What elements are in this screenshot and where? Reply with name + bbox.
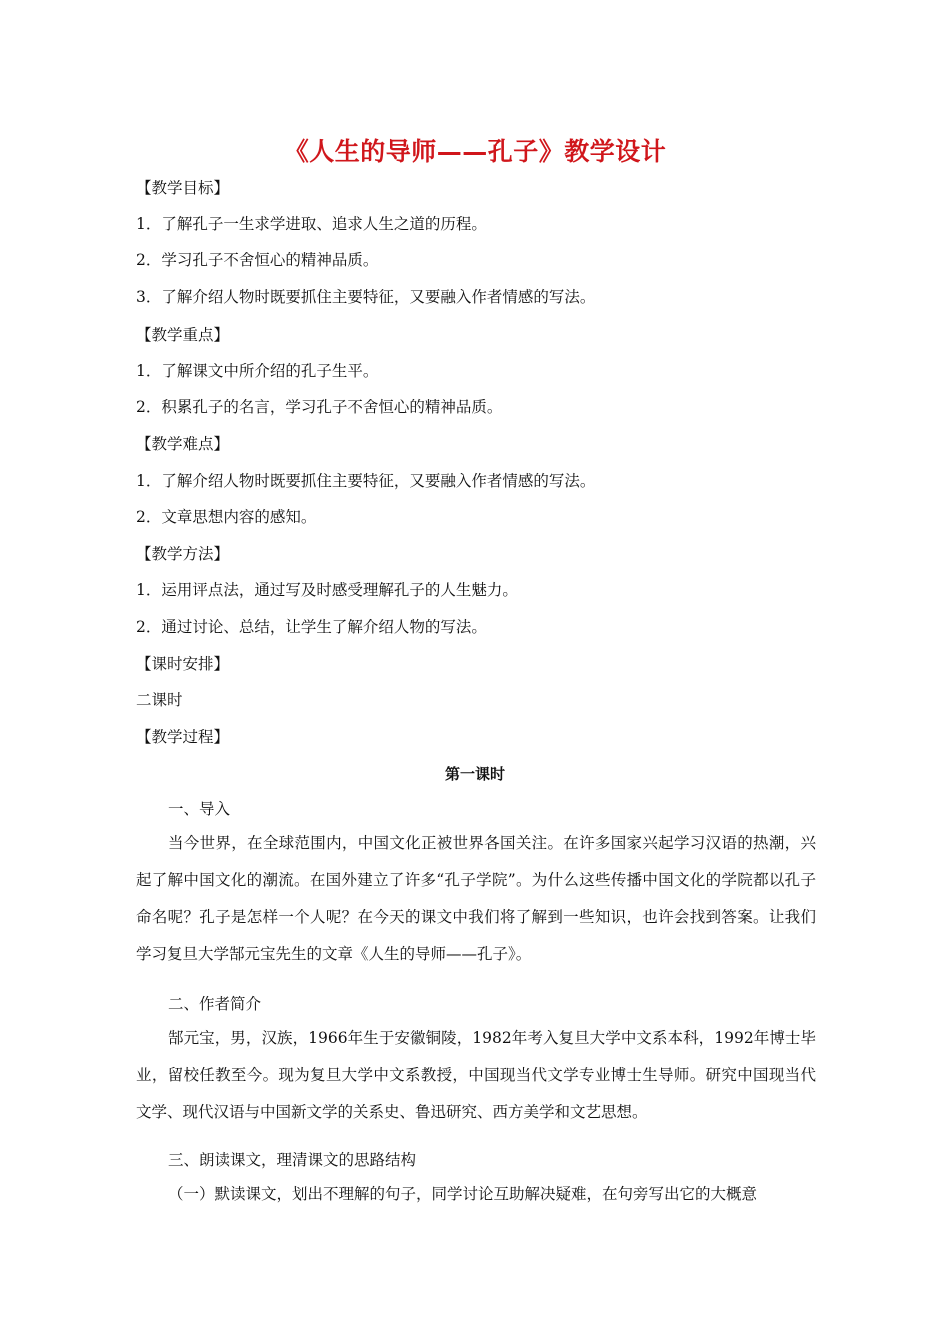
objective-item-1: 1．了解孔子一生求学进取、追求人生之道的历程。 — [136, 215, 487, 233]
document-title: 《人生的导师——孔子》教学设计 — [283, 137, 667, 166]
section-reading-text: （一）默读课文，划出不理解的句子，同学讨论互助解决疑难，在句旁写出它的大概意 — [168, 1185, 758, 1203]
section-intro-text: 当今世界，在全球范围内，中国文化正被世界各国关注。在许多国家兴起学习汉语的热潮，兴起了解中国文化的潮流。在国外建立了许多“孔子学院”。为什么这些传播中国文化的学院都以孔子命名呢？孔子是怎样一个人呢？在今天的课文中我们将了解到一些知识，也许会找到答案。让我们学习复旦大学郜元宝先生的文章《人生的导师——孔子》。 — [136, 834, 816, 963]
section-intro-heading: 一、导入 — [168, 800, 231, 818]
method-item-2: 2．通过讨论、总结，让学生了解介绍人物的写法。 — [136, 618, 487, 636]
key-point-item-2: 2．积累孔子的名言，学习孔子不舍恒心的精神品质。 — [136, 398, 503, 416]
schedule-value: 二课时 — [136, 691, 183, 709]
objective-item-3: 3．了解介绍人物时既要抓住主要特征，又要融入作者情感的写法。 — [136, 288, 596, 306]
key-points-heading: 【教学重点】 — [136, 326, 230, 344]
difficulties-heading: 【教学难点】 — [136, 435, 230, 453]
difficulty-item-2: 2．文章思想内容的感知。 — [136, 508, 317, 526]
process-heading: 【教学过程】 — [136, 728, 230, 746]
schedule-heading: 【课时安排】 — [136, 655, 230, 673]
difficulty-item-1: 1．了解介绍人物时既要抓住主要特征，又要融入作者情感的写法。 — [136, 472, 596, 490]
objective-item-2: 2．学习孔子不舍恒心的精神品质。 — [136, 251, 379, 269]
section-author-text: 郜元宝，男，汉族，1966年生于安徽铜陵，1982年考入复旦大学中文系本科，1992年博士毕业，留校任教至今。现为复旦大学中文系教授，中国现当代文学专业博士生导师。研究中国现当代文学、现代汉语与中国新文学的关系史、鲁迅研究、西方美学和文艺思想。 — [136, 1029, 816, 1121]
section-reading-heading: 三、朗读课文，理清课文的思路结构 — [168, 1151, 417, 1169]
objectives-heading: 【教学目标】 — [136, 179, 230, 197]
methods-heading: 【教学方法】 — [136, 545, 230, 563]
key-point-item-1: 1．了解课文中所介绍的孔子生平。 — [136, 362, 379, 380]
section-author-heading: 二、作者简介 — [168, 995, 262, 1013]
method-item-1: 1．运用评点法，通过写及时感受理解孔子的人生魅力。 — [136, 581, 518, 599]
lesson-title: 第一课时 — [444, 765, 505, 783]
